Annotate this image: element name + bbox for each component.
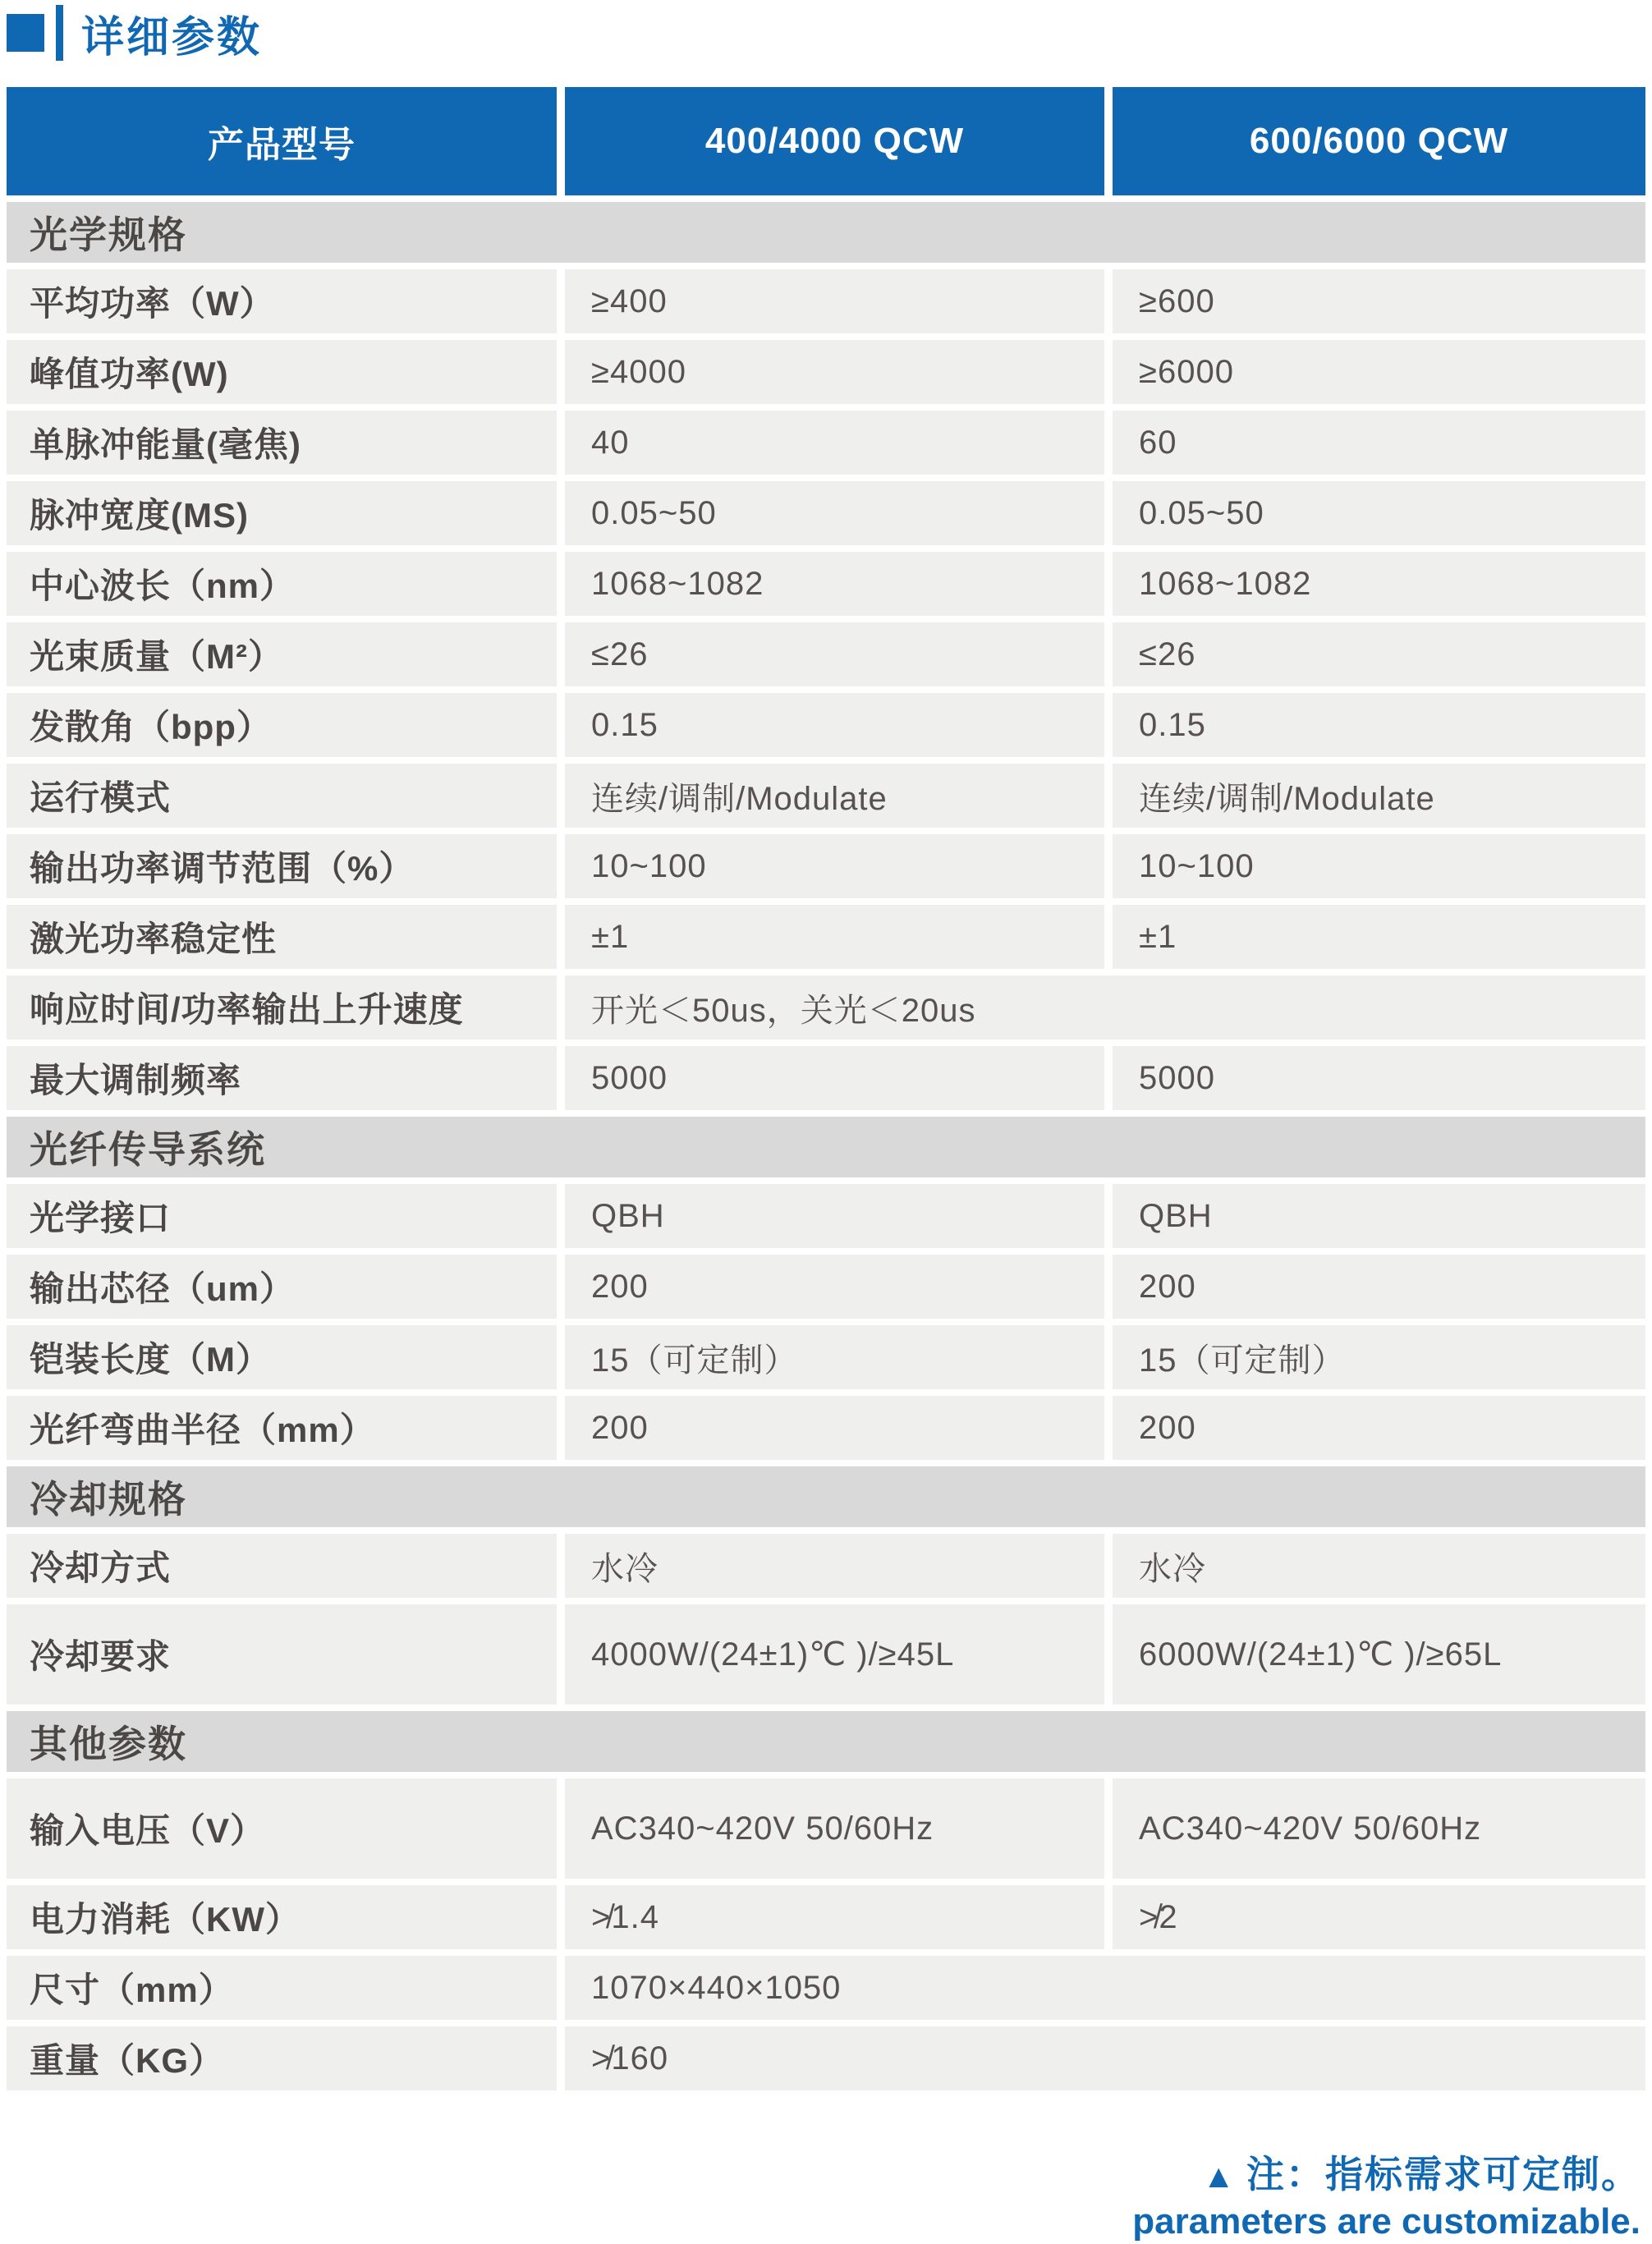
row-value-col2: QBH (1113, 1184, 1645, 1248)
row-value-col2: ±1 (1113, 905, 1645, 969)
row-value-col1: ±1 (565, 905, 1104, 969)
triangle-icon: ▲ (1202, 2159, 1237, 2195)
row-value-col2: ≥6000 (1113, 340, 1645, 404)
table-row (7, 1956, 1645, 2020)
table-row (7, 834, 1645, 898)
footnote-en-text: parameters are customizable. (1132, 2200, 1641, 2242)
page-title-block (7, 0, 1645, 62)
row-label: 发散角（bpp） (7, 693, 557, 757)
table-row (7, 340, 1645, 404)
section-header: 其他参数 (7, 1711, 1645, 1772)
table-row (7, 622, 1645, 686)
section-header: 冷却规格 (7, 1466, 1645, 1527)
row-label: 响应时间/功率输出上升速度 (7, 975, 557, 1039)
row-label: 平均功率（W） (7, 269, 557, 333)
row-value-col2: 200 (1113, 1396, 1645, 1460)
table-row (7, 1255, 1645, 1319)
row-label: 电力消耗（KW） (7, 1885, 557, 1949)
table-row (7, 764, 1645, 828)
row-value-col1: AC340~420V 50/60Hz (565, 1778, 1104, 1879)
row-label: 光纤弯曲半径（mm） (7, 1396, 557, 1460)
row-value-col2: 5000 (1113, 1046, 1645, 1110)
footnote-cn-line (7, 2151, 1641, 2199)
row-label: 冷却方式 (7, 1534, 557, 1598)
table-row (7, 1534, 1645, 1598)
row-value-col1: 15（可定制） (565, 1325, 1104, 1389)
table-row (7, 1396, 1645, 1460)
table-row (7, 905, 1645, 969)
row-label: 最大调制频率 (7, 1046, 557, 1110)
row-value-col1: 0.15 (565, 693, 1104, 757)
row-value-col2: 15（可定制） (1113, 1325, 1645, 1389)
row-label: 重量（KG） (7, 2026, 557, 2090)
table-row (7, 411, 1645, 475)
row-value-col2: 连续/调制/Modulate (1113, 764, 1645, 828)
row-value-col2: AC340~420V 50/60Hz (1113, 1778, 1645, 1879)
table-row (7, 481, 1645, 545)
row-value-col2: ≯2 (1113, 1885, 1645, 1949)
row-label: 冷却要求 (7, 1604, 557, 1705)
row-label: 单脉冲能量(毫焦) (7, 411, 557, 475)
title-vertical-bar-icon (56, 5, 63, 61)
table-row (7, 693, 1645, 757)
row-value-col2: 10~100 (1113, 834, 1645, 898)
table-row (7, 975, 1645, 1039)
row-label: 峰值功率(W) (7, 340, 557, 404)
row-label: 脉冲宽度(MS) (7, 481, 557, 545)
table-row (7, 2026, 1645, 2090)
header-cell-product-model: 产品型号 (7, 87, 557, 195)
header-cell-model-400: 400/4000 QCW (565, 87, 1104, 195)
row-value-col1: ≯1.4 (565, 1885, 1104, 1949)
row-value-col2: 0.15 (1113, 693, 1645, 757)
table-row (7, 1604, 1645, 1705)
table-header-row (7, 87, 1645, 195)
footnote (7, 2151, 1645, 2244)
row-value-col1: 水冷 (565, 1534, 1104, 1598)
row-value-col1: ≯160 (565, 2026, 1645, 2090)
row-label: 铠装长度（M） (7, 1325, 557, 1389)
section-header: 光纤传导系统 (7, 1117, 1645, 1177)
header-cell-model-600: 600/6000 QCW (1113, 87, 1645, 195)
row-label: 输出功率调节范围（%） (7, 834, 557, 898)
row-label: 输入电压（V） (7, 1778, 557, 1879)
table-row (7, 1325, 1645, 1389)
row-value-col1: QBH (565, 1184, 1104, 1248)
table-row (7, 1184, 1645, 1248)
row-value-col1: 200 (565, 1396, 1104, 1460)
row-value-col1: 40 (565, 411, 1104, 475)
row-label: 尺寸（mm） (7, 1956, 557, 2020)
footnote-cn-text: 注：指标需求可定制。 (1246, 2153, 1641, 2196)
row-value-col2: 200 (1113, 1255, 1645, 1319)
row-value-col2: 1068~1082 (1113, 552, 1645, 616)
row-value-col2: 6000W/(24±1)℃ )/≥65L (1113, 1604, 1645, 1705)
table-row (7, 269, 1645, 333)
row-label: 光学接口 (7, 1184, 557, 1248)
row-value-col1: 1068~1082 (565, 552, 1104, 616)
row-value-col1: ≥4000 (565, 340, 1104, 404)
row-value-col1: ≤26 (565, 622, 1104, 686)
row-value-col1: 0.05~50 (565, 481, 1104, 545)
row-value-col2: 60 (1113, 411, 1645, 475)
spec-table-body (7, 202, 1645, 2090)
row-label: 激光功率稳定性 (7, 905, 557, 969)
row-value-col1: 200 (565, 1255, 1104, 1319)
table-row (7, 1046, 1645, 1110)
row-value-col1: 5000 (565, 1046, 1104, 1110)
table-row (7, 552, 1645, 616)
section-header: 光学规格 (7, 202, 1645, 263)
row-value-col1: 连续/调制/Modulate (565, 764, 1104, 828)
row-label: 运行模式 (7, 764, 557, 828)
row-label: 中心波长（nm） (7, 552, 557, 616)
title-square-icon (7, 14, 44, 52)
row-value-col1: 1070×440×1050 (565, 1956, 1645, 2020)
row-value-col2: 0.05~50 (1113, 481, 1645, 545)
row-label: 光束质量（M²） (7, 622, 557, 686)
page-title: 详细参数 (81, 13, 263, 62)
row-value-col2: ≥600 (1113, 269, 1645, 333)
row-value-col1: 开光＜50us，关光＜20us (565, 975, 1645, 1039)
table-row (7, 1885, 1645, 1949)
row-value-col2: 水冷 (1113, 1534, 1645, 1598)
table-row (7, 1778, 1645, 1879)
row-value-col1: 10~100 (565, 834, 1104, 898)
row-label: 输出芯径（um） (7, 1255, 557, 1319)
row-value-col1: ≥400 (565, 269, 1104, 333)
row-value-col2: ≤26 (1113, 622, 1645, 686)
row-value-col1: 4000W/(24±1)℃ )/≥45L (565, 1604, 1104, 1705)
